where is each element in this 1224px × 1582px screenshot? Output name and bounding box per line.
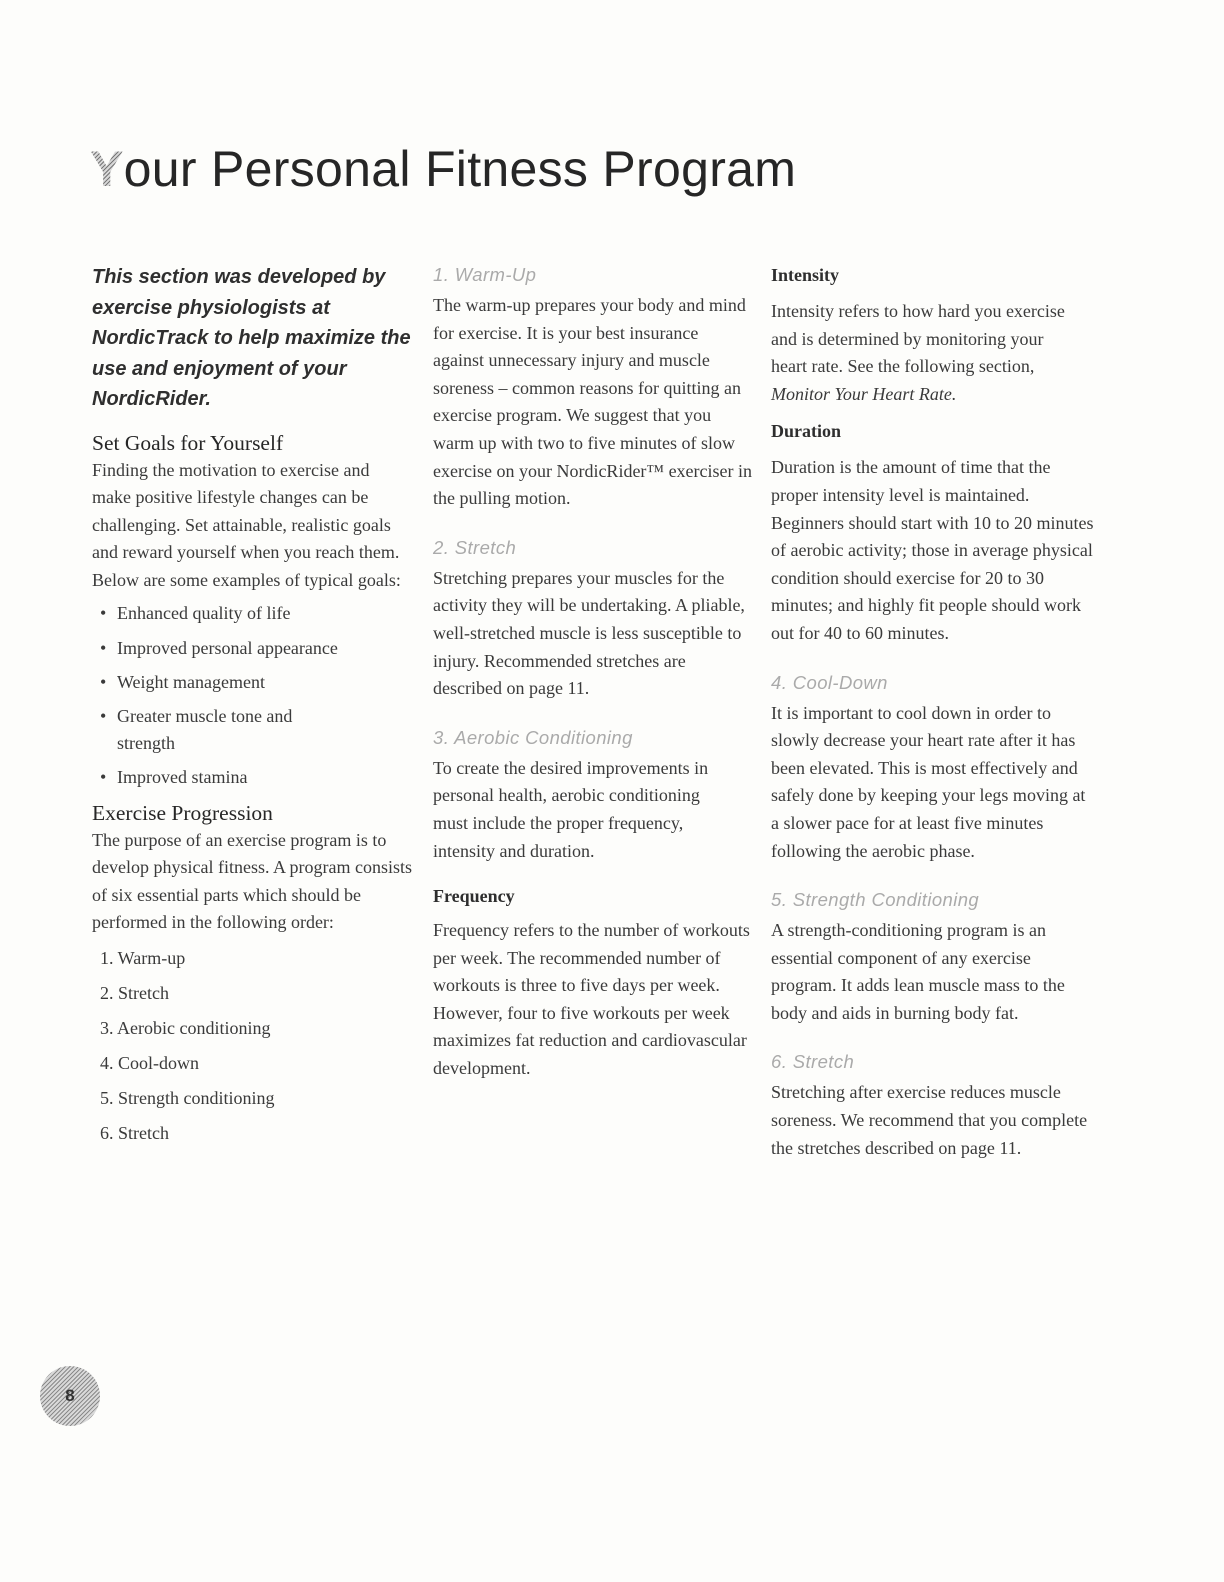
warm-up-heading: 1. Warm-Up xyxy=(433,264,537,285)
bullet-icon: • xyxy=(100,637,107,658)
list-item: • Greater muscle tone and strength xyxy=(92,703,412,758)
column-right xyxy=(771,262,1096,1162)
column-left xyxy=(92,262,412,1155)
duration-body: Duration is the amount of time that the proper intensity level is maintained. Beginners should start with 10 to 20 minutes of aerobic activity; those in average physical condition should exercise for 20 to 30 minutes; and highly fit people should work out for 40 to 60 minutes. xyxy=(771,457,1094,643)
progression-steps-list xyxy=(100,945,412,1148)
cool-down-body: It is important to cool down in order to slowly decrease your heart rate after it has been elevated. This is most effectively and safely done by keeping your legs moving at a slower pace for at least five minutes following the aerobic phase. xyxy=(771,702,1086,861)
list-item: 4. Cool-down xyxy=(100,1052,199,1073)
bullet-icon: • xyxy=(100,705,107,726)
final-stretch-heading: 6. Stretch xyxy=(771,1051,855,1073)
bullet-icon: • xyxy=(100,767,107,788)
list-item: • Enhanced quality of life xyxy=(92,600,412,628)
intensity-reference: Monitor Your Heart Rate. xyxy=(771,383,957,404)
page-number: 8 xyxy=(65,1386,75,1405)
frequency-heading: Frequency xyxy=(433,886,515,907)
list-item: 3. Aerobic conditioning xyxy=(100,1017,271,1038)
list-item: 1. Warm-up xyxy=(100,947,186,968)
final-stretch-body: Stretching after exercise reduces muscle soreness. We recommend that you complete the stretches described on page 11. xyxy=(771,1082,1088,1158)
aerobic-body: To create the desired improvements in personal health, aerobic conditioning must include the proper frequency, intensity and duration. xyxy=(433,757,709,861)
aerobic-heading: 3. Aerobic Conditioning xyxy=(433,726,633,748)
title-initial: Y xyxy=(90,141,124,197)
exercise-progression-body: The purpose of an exercise program is to develop physical fitness. A program consists of six essential parts which should be performed in the following order: xyxy=(92,829,412,933)
intro-text: This section was developed by exercise physiologists at NordicTrack to help maximize the use and enjoyment of your NordicRider. xyxy=(92,266,411,410)
intensity-heading: Intensity xyxy=(771,265,840,285)
strength-body: A strength-conditioning program is an essential component of any exercise program. It adds lean muscle mass to the body and aids in burning body fat. xyxy=(771,920,1065,1023)
title-rest: our Personal Fitness Program xyxy=(123,141,797,197)
frequency-body: Frequency refers to the number of workouts per week. The recommended number of workouts is three to five days per week. However, four to five workouts per week maximizes fat reduction and cardiovascular development. xyxy=(433,920,750,1079)
page-number-badge xyxy=(40,1366,100,1426)
list-item: • Improved personal appearance xyxy=(92,635,412,663)
list-item: • Improved stamina xyxy=(92,764,412,792)
set-goals-heading: Set Goals for Yourself xyxy=(92,430,284,455)
cool-down-heading: 4. Cool-Down xyxy=(771,671,888,693)
column-middle xyxy=(433,262,753,1083)
strength-heading: 5. Strength Conditioning xyxy=(771,889,980,911)
bullet-icon: • xyxy=(100,603,107,624)
set-goals-body: Finding the motivation to exercise and make positive lifestyle changes can be challenging. Set attainable, realistic goals and reward yourself when you reach them. Below are some examples of typical goals: xyxy=(92,459,401,590)
list-item: 5. Strength conditioning xyxy=(100,1087,275,1108)
bullet-icon: • xyxy=(100,671,107,692)
page-title xyxy=(90,140,796,198)
list-item: • Weight management xyxy=(92,669,412,697)
warm-up-body: The warm-up prepares your body and mind for exercise. It is your best insurance against unnecessary injury and muscle soreness – common reasons for quitting an exercise program. We suggest that you warm up with two to five minutes of slow exercise on your NordicRider™ exerciser in the pulling motion. xyxy=(433,295,753,509)
goals-list xyxy=(92,600,412,792)
stretch-heading: 2. Stretch xyxy=(433,536,517,558)
duration-heading: Duration xyxy=(771,421,842,442)
list-item: 2. Stretch xyxy=(100,982,169,1003)
list-item: 6. Stretch xyxy=(100,1122,169,1143)
stretch-body: Stretching prepares your muscles for the activity they will be undertaking. A pliable, well-stretched muscle is less susceptible to injury. Recommended stretches are described on page 11. xyxy=(433,567,745,699)
exercise-progression-heading: Exercise Progression xyxy=(92,800,273,825)
intensity-body: Intensity refers to how hard you exercise and is determined by monitoring your heart rate. See the following section, Monitor Your Heart Rate. xyxy=(771,301,1065,404)
